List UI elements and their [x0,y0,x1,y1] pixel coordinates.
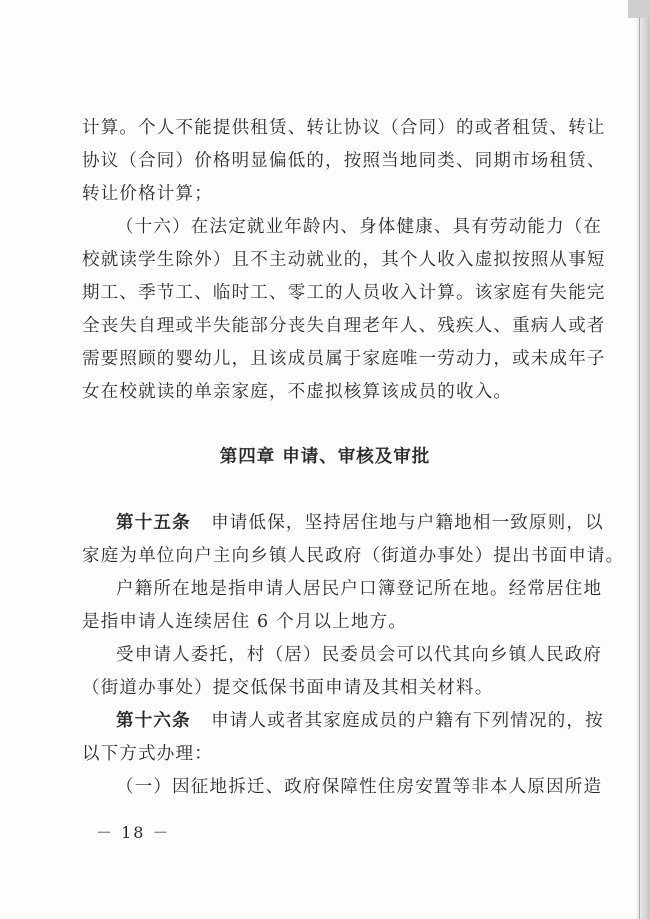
text-line: 全丧失自理或半失能部分丧失自理老年人、残疾人、重病人或者 [82,316,606,336]
text-line: 需要照顾的婴幼儿，且该成员属于家庭唯一劳动力，或未成年子 [82,349,606,369]
text-line: （十六）在法定就业年龄内、身体健康、具有劳动能力（在 [116,217,603,237]
text-line: 受申请人委托，村（居）民委员会可以代其向乡镇人民政府 [116,645,603,665]
text-line: 家庭为单位向户主向乡镇人民政府（街道办事处）提出书面申请。 [82,546,625,566]
article-16-lead: 第十六条 [116,711,191,731]
chapter-heading: 第四章 申请、审核及审批 [219,447,431,467]
page-edge-line [639,0,640,919]
text-line: 是指申请人连续居住 6 个月以上地方。 [82,612,408,632]
text-line: 转让价格计算； [82,184,213,204]
article-15-text: 申请低保，坚持居住地与户籍地相一致原则，以 [211,513,604,533]
article-15-line-1 [116,511,604,535]
text-line: （街道办事处）提交低保书面申请及其相关材料。 [82,678,494,698]
article-15-lead: 第十五条 [116,513,191,533]
text-line: 女在校就读的单亲家庭，不虚拟核算该成员的收入。 [82,382,513,402]
article-16-text: 申请人或者其家庭成员的户籍有下列情况的，按 [211,711,604,731]
text-line: 以下方式办理： [82,744,213,764]
text-line: 校就读学生除外）且不主动就业的，其个人收入虚拟按照从事短 [82,250,606,270]
article-16-line-1 [116,709,604,733]
page-number: － 18 － [96,823,171,842]
text-line: 户籍所在地是指申请人居民户口簿登记所在地。经常居住地 [116,579,603,599]
text-line: 协议（合同）价格明显偏低的，按照当地同类、同期市场租赁、 [82,151,606,171]
scan-corner-mark [628,0,650,18]
text-line: （一）因征地拆迁、政府保障性住房安置等非本人原因所造 [116,777,603,797]
text-line: 期工、季节工、临时工、零工的人员收入计算。该家庭有失能完 [82,283,606,303]
text-line: 计算。个人不能提供租赁、转让协议（合同）的或者租赁、转让 [82,118,606,138]
